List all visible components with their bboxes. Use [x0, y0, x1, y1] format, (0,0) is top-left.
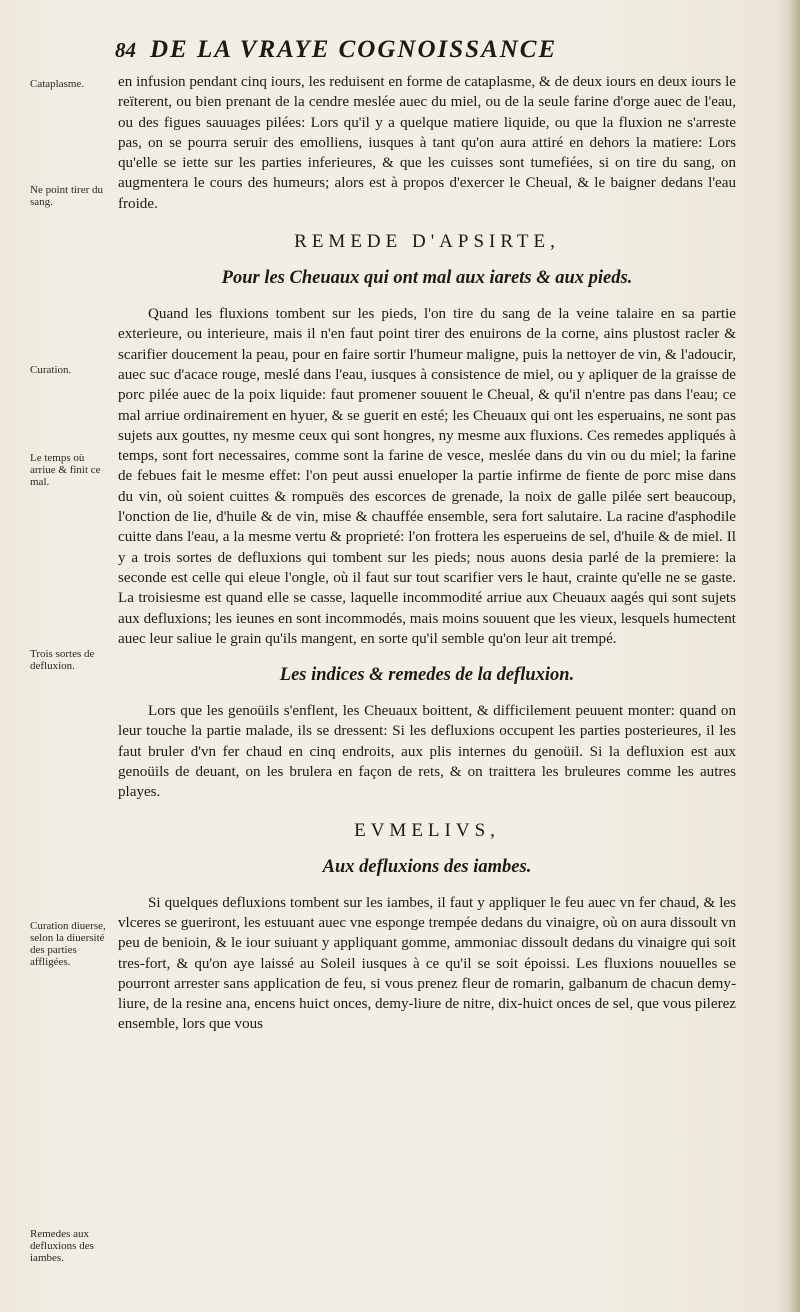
running-header — [115, 36, 715, 64]
page-number: 84 — [115, 38, 136, 62]
page-edge — [790, 0, 800, 1312]
margin-note: Remedes aux defluxions des iambes. — [30, 1228, 94, 1264]
margin-note: Cataplasme. — [30, 78, 85, 90]
margin-note: Curation diuerse, selon la diuersité des parties affligées. — [30, 920, 106, 968]
main-text-column — [118, 72, 736, 1035]
margin-note: Trois sortes de defluxion. — [30, 648, 95, 672]
evmelivs-paragraph: Si quelques defluxions tombent sur les iambes, il faut y appliquer le feu auec vn fer chaud, & les vlceres se gueriront, les estuuant auec vne esponge trempée dedans du vinaigre, où on aura dissoult vn peu de benioin, & le iour suiuant y appliquant gomme, ammoniac dissoult dedans du vinaigre qui soit tres-fort, & qu'on aye laissé au Soleil iusques à ce qu'il se soit époissi. Les fluxions nouuelles se pourront arrester sans application de feu, si vous prenez fleur de romarin, galbanum de chacun demy-liure, de la resine ana, encens huict onces, demy-liure de nitre, dix-huict onces de sel, que vous pilerez ensemble, lors que vous — [118, 894, 736, 1033]
section-subtitle-evmelivs: Aux defluxions des iambes. — [322, 856, 532, 877]
section-title-evmelivs: EVMELIVS, — [354, 819, 500, 841]
margin-note: Curation. — [30, 364, 72, 376]
section-title-remede: REMEDE D'APSIRTE, — [294, 231, 560, 253]
running-title: DE LA VRAYE COGNOISSANCE — [150, 36, 558, 63]
indices-paragraph: Lors que les genoüils s'enflent, les Cheuaux boittent, & difficilement peuuent monter: quand on leur touche la partie malade, ils se dressent: Si les defluxions occupent les parties posterieures, il les faut bruler d'vn fer chaud en cinq endroits, aux plis internes du genoüil. Si la defluxion est aux genoüils de deuant, on les brulera en façon de rets, & on traittera les bruleures comme les autres playes. — [118, 703, 736, 801]
remede-paragraph: Quand les fluxions tombent sur les pieds, l'on tire du sang de la veine talaire en sa partie exterieure, ou interieure, mais il n'en faut point tirer des enuirons de la corne, ains plustost racler & scarifier doucement la peau, pour en faire sortir l'humeur maligne, puis la nettoyer de vin, & l'adoucir, auec suc d'acace rouge, meslé dans l'eau, iusques à consistence de miel, ou y apliquer de la graisse de porc pilée auec de la poix liquide: faut promener souuent le Cheual, & qu'il n'entre pas dans l'eau; ce mal arriue ordinairement en hyuer, & se guerit en esté; les Cheuaux qui ont les esperuains, ne sont pas sujets aux gouttes, ny mesme ceux qui sont hongres, ny mesme aux fluxions. Ces remedes appliqués à temps, sont fort necessaires, comme sont la farine de vesce, meslée dans du vin ou du miel; la farine de febues fait le mesme effet: l'on peut aussi enueloper la partie infirme de fiente de porc mise dans du vin, où soient cuittes & rompuës des escorces de grenade, la noix de galle pilée sert beaucoup, l'onction de lie, d'huile & de vin, mise & chauffée ensemble, sera fort salutaire. La racine d'asphodile cuitte dans l'eau, a la mesme vertu & proprieté: l'on frottera les esperueins de sel, d'huile & de miel. Il y a trois sortes de defluxions qui tombent sur les pieds; nous auons desia parlé de la premiere: la seconde est celle qui eleue l'ongle, où il faut sur tout scarifier vers le haut, crainte qu'elle ne se gaste. La troisiesme est quand elle se casse, laquelle incommodité arriue aux Cheuaux aagés qui sont sujets aux defluxions; les ieunes en sont incommodés, mais moins souuent que les vieux, lesquels humectent auec leur saliue le grain qu'ils mangent, en sorte qu'il semble qu'on leur ait trempé. — [118, 306, 736, 647]
margin-note: Le temps où arriue & finit ce mal. — [30, 452, 101, 488]
margin-note: Ne point tirer du sang. — [30, 184, 104, 208]
section-subtitle-remede: Pour les Cheuaux qui ont mal aux iarets & aux pieds. — [221, 268, 633, 289]
section-title-indices: Les indices & remedes de la defluxion. — [279, 665, 575, 686]
intro-paragraph: en infusion pendant cinq iours, les reduisent en forme de cataplasme, & de deux iours en deux iours le reïterent, ou bien prenant de la cendre meslée auec du miel, ou de la seule farine d'orge auec de l'eau, ou des figues sauuages pilées: Lors qu'il y a quelque matiere liquide, ou que la fluxion ne s'arreste pas, on se pourra seruir des emolliens, iusques à tant qu'on aura attiré en dehors la matiere: Lors qu'elle se iette sur les parties inferieures, & que les cuisses sont tumefiées, si on tire du sang, on augmentera le cours des humeurs; alors est à propos d'exercer le Cheual, & le baigner dedans l'eau froide. — [118, 74, 736, 212]
